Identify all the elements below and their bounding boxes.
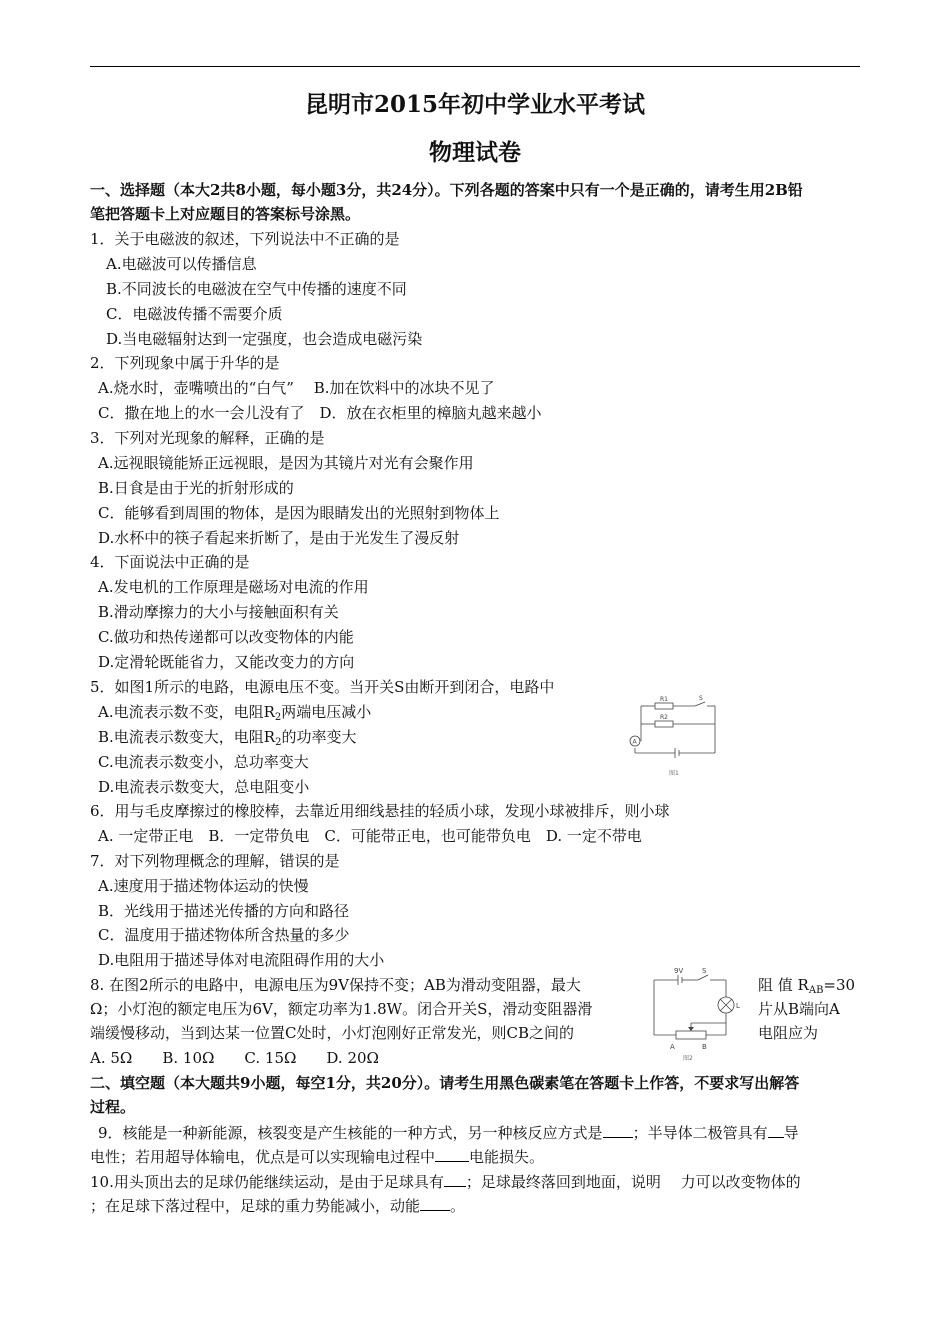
q4-option-d: D.定滑轮既能省力，又能改变力的方向 bbox=[98, 653, 355, 671]
q7-option-b: B．光线用于描述光传播的方向和路径 bbox=[98, 902, 350, 920]
fig2-lamp-label: L bbox=[736, 1002, 740, 1010]
q1-option-b: B.不同波长的电磁波在空气中传播的速度不同 bbox=[106, 280, 407, 298]
q3-option-d: D.水杯中的筷子看起来折断了，是由于光发生了漫反射 bbox=[98, 529, 460, 547]
figure-1-circuit bbox=[625, 693, 725, 787]
q3-stem: 3．下列对光现象的解释，正确的是 bbox=[90, 429, 325, 447]
q8-line2-right: 片从B端向A bbox=[758, 1000, 840, 1018]
q10-blank-2 bbox=[420, 1196, 450, 1211]
q4-option-c: C.做功和热传递都可以改变物体的内能 bbox=[98, 628, 354, 646]
exam-title: 昆明市2015年初中学业水平考试 bbox=[304, 91, 645, 118]
q7-option-d: D.电阻用于描述导体对电流阻碍作用的大小 bbox=[98, 951, 385, 969]
fig1-r2-label: R2 bbox=[660, 714, 668, 721]
q8-line1-left: 8. 在图2所示的电路中，电源电压为9V保持不变；AB为滑动变阻器，最大 bbox=[90, 976, 581, 994]
q8-line3-left: 端缓慢移动，当到达某一位置C处时，小灯泡刚好正常发光，则CB之间的 bbox=[90, 1024, 574, 1042]
q7-stem: 7．对下列物理概念的理解，错误的是 bbox=[90, 852, 340, 870]
exam-subtitle: 物理试卷 bbox=[429, 139, 521, 166]
q5-option-b: B.电流表示数变大，电阻$R_2$的功率变大 bbox=[98, 728, 357, 748]
fig1-switch-label: S bbox=[699, 695, 703, 702]
q1-option-a: A.电磁波可以传播信息 bbox=[106, 255, 257, 273]
q3-option-c: C．能够看到周围的物体，是因为眼睛发出的光照射到物体上 bbox=[98, 504, 500, 522]
section2-instructions-line2: 过程。 bbox=[90, 1098, 136, 1116]
q6-stem: 6．用与毛皮摩擦过的橡胶棒，去靠近用细线悬挂的轻质小球，发现小球被排斥，则小球 bbox=[90, 802, 670, 820]
fig2-switch-label: S bbox=[702, 967, 707, 975]
fig2-voltage-label: 9V bbox=[674, 967, 684, 975]
q9-blank-2 bbox=[768, 1123, 784, 1138]
fig1-r1-label: R1 bbox=[660, 696, 668, 703]
q6-options: A. 一定带正电 B．一定带负电 C．可能带正电，也可能带负电 D. 一定不带电 bbox=[98, 827, 642, 845]
q5-option-c: C.电流表示数变小，总功率变大 bbox=[98, 753, 309, 771]
q3-option-a: A.远视眼镜能矫正远视眼，是因为其镜片对光有会聚作用 bbox=[98, 454, 474, 472]
q8-line2-left: Ω；小灯泡的额定电压为6V，额定功率为1.8W。闭合开关S，滑动变阻器滑 bbox=[90, 1000, 593, 1018]
q4-option-b: B.滑动摩擦力的大小与接触面积有关 bbox=[98, 603, 339, 621]
q7-option-c: C．温度用于描述物体所含热量的多少 bbox=[98, 926, 350, 944]
section2-instructions-line1: 二、填空题（本大题共9小题，每空1分，共20分）。请考生用黑色碳素笔在答题卡上作答，不要求写出解答 bbox=[90, 1074, 800, 1092]
q10-line1: 10.用头顶出去的足球仍能继续运动，是由于足球具有 ；足球最终落回到地面，说明 力可以改变物体的 bbox=[90, 1173, 801, 1191]
q9-blank-3 bbox=[435, 1147, 469, 1162]
q5-stem: 5．如图1所示的电路，电源电压不变。当开关S由断开到闭合，电路中 bbox=[90, 678, 555, 696]
fig2-caption: 图2 bbox=[683, 1055, 693, 1062]
q10-line2: ；在足球下落过程中，足球的重力势能减小，动能 。 bbox=[90, 1197, 466, 1215]
q2-options-cd: C．撒在地上的水一会儿没有了 D．放在衣柜里的樟脑丸越来越小 bbox=[98, 404, 542, 422]
q10-blank-1 bbox=[444, 1172, 466, 1187]
q9-line1: 9．核能是一种新能源，核裂变是产生核能的一种方式，另一种核反应方式是 ；半导体二极管具有 导 bbox=[98, 1124, 799, 1142]
section1-instructions-line1: 一、选择题（本大2共8小题，每小题3分，共24分）。下列各题的答案中只有一个是正确的，请考生用2B铅 bbox=[90, 181, 803, 199]
q8-options: A. 5Ω B. 10Ω C. 15Ω D. 20Ω bbox=[90, 1049, 379, 1067]
fig1-caption: 图1 bbox=[669, 770, 679, 777]
q5-option-a: A.电流表示数不变，电阻$R_2$两端电压减小 bbox=[98, 703, 372, 723]
q2-stem: 2．下列现象中属于升华的是 bbox=[90, 354, 280, 372]
q1-option-c: C．电磁波传播不需要介质 bbox=[106, 305, 283, 323]
q1-option-d: D.当电磁辐射达到一定强度，也会造成电磁污染 bbox=[106, 330, 423, 348]
q8-line1-right: 阻 值 $R_{AB}=30$ bbox=[758, 976, 856, 996]
q9-blank-1 bbox=[603, 1123, 633, 1138]
q7-option-a: A.速度用于描述物体运动的快慢 bbox=[98, 877, 309, 895]
q4-stem: 4．下面说法中正确的是 bbox=[90, 553, 250, 571]
section1-instructions-line2: 笔把答题卡上对应题目的答案标号涂黑。 bbox=[90, 205, 361, 223]
q9-line2: 电性；若用超导体输电，优点是可以实现输电过程中 电能损失。 bbox=[90, 1148, 545, 1166]
fig2-b-label: B bbox=[702, 1043, 707, 1051]
q4-option-a: A.发电机的工作原理是磁场对电流的作用 bbox=[98, 578, 369, 596]
q3-option-b: B.日食是由于光的折射形成的 bbox=[98, 479, 294, 497]
q2-options-ab: A.烧水时，壶嘴喷出的“白气” B.加在饮料中的冰块不见了 bbox=[98, 379, 495, 397]
q1-stem: 1．关于电磁波的叙述，下列说法中不正确的是 bbox=[90, 230, 400, 248]
fig2-a-label: A bbox=[670, 1043, 675, 1051]
top-rule bbox=[90, 66, 860, 67]
fig1-ammeter-label: A bbox=[632, 738, 637, 746]
q5-option-d: D.电流表示数变大，总电阻变小 bbox=[98, 778, 310, 796]
figure-2-circuit bbox=[648, 965, 743, 1067]
q8-line3-right: 电阻应为 bbox=[758, 1024, 819, 1042]
